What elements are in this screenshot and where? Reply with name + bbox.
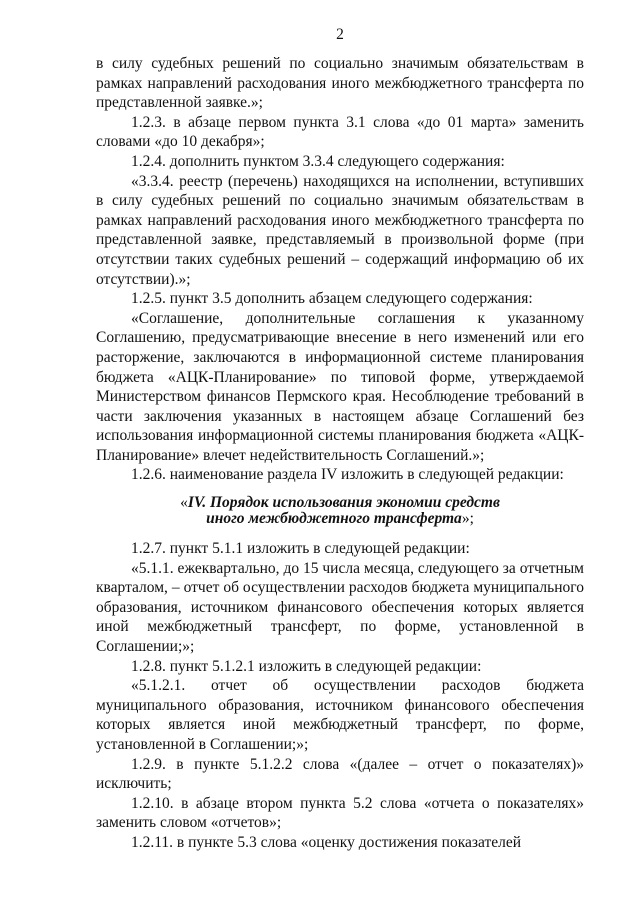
paragraph-item-1-2-5: 1.2.5. пункт 3.5 дополнить абзацем следующего содержания: [131,290,533,308]
paragraph-quote-3-3-4: «3.3.4. реестр (перечень) находящихся на исполнении, вступивших в силу судебных решений по социально значимым обязательствам в рамках направлений расходования иного межбюджетного трансферта по представленной заявке, представляемый в произвольной форме (при отсутствии таких судебных решений – содержащий информацию об их отсутствии).»; [96,172,584,288]
section-heading-line-2 [96,511,584,527]
heading-line-1-text: IV. Порядок использования экономии средств [187,494,500,512]
section-heading [96,495,584,527]
paragraph-item-1-2-6: 1.2.6. наименование раздела IV изложить в следующей редакции: [131,466,564,484]
paragraph-item-1-2-10: 1.2.10. в абзаце втором пункта 5.2 слова «отчета о показателях» заменить словом «отчетов»; [96,794,584,832]
paragraph-item-1-2-4: 1.2.4. дополнить пунктом 3.3.4 следующего содержания: [131,152,505,170]
paragraph-item-1-2-8: 1.2.8. пункт 5.1.2.1 изложить в следующей редакции: [131,657,482,675]
heading-close-quote: »; [461,510,474,528]
paragraph-item-1-2-11: 1.2.11. в пункте 5.3 слова «оценку достижения показателей [131,833,522,851]
paragraph-item-1-2-9: 1.2.9. в пункте 5.1.2.2 слова «(далее – отчет о показателях)» исключить; [96,755,584,793]
paragraph-item-1-2-7: 1.2.7. пункт 5.1.1 изложить в следующей редакции: [131,540,470,558]
section-heading-line-1 [96,495,584,511]
paragraph-continuation: в силу судебных решений по социально значимым обязательствам в рамках направлений расходования иного межбюджетного трансферта по представленной заявке.»; [96,55,584,112]
page-number: 2 [336,26,344,43]
heading-open-quote: « [180,494,188,512]
heading-line-2-text: иного межбюджетного трансферта [206,510,462,528]
paragraph-quote-5-1-1: «5.1.1. ежеквартально, до 15 числа месяца, следующего за отчетным кварталом, – отчет об осуществлении расходов бюджета муниципального образования, источником финансового обеспечения которых является иной межбюджетный трансферт, по форме, установленной в Соглашении;»; [96,559,584,656]
paragraph-quote-5-1-2-1: «5.1.2.1. отчет об осуществлении расходов бюджета муниципального образования, источником финансового обеспечения которых является иной межбюджетный трансферт, по форме, установленной в Соглашении;»; [96,677,584,753]
paragraph-item-1-2-3: 1.2.3. в абзаце первом пункта 3.1 слова «до 01 марта» заменить словами «до 10 декабря»; [96,113,584,151]
document-page [96,26,584,853]
paragraph-quote-agreement: «Соглашение, дополнительные соглашения к указанному Соглашению, предусматривающие внесение в него изменений или его расторжение, заключаются в информационной системе планирования бюджета «АЦК-Планирование» по типовой форме, утверждаемой Министерством финансов Пермского края. Несоблюдение требований в части заключения указанных в настоящем абзаце Соглашений без использования информационной системы планирования бюджета «АЦК-Планирование» влечет недействительность Соглашений.»; [96,309,584,464]
